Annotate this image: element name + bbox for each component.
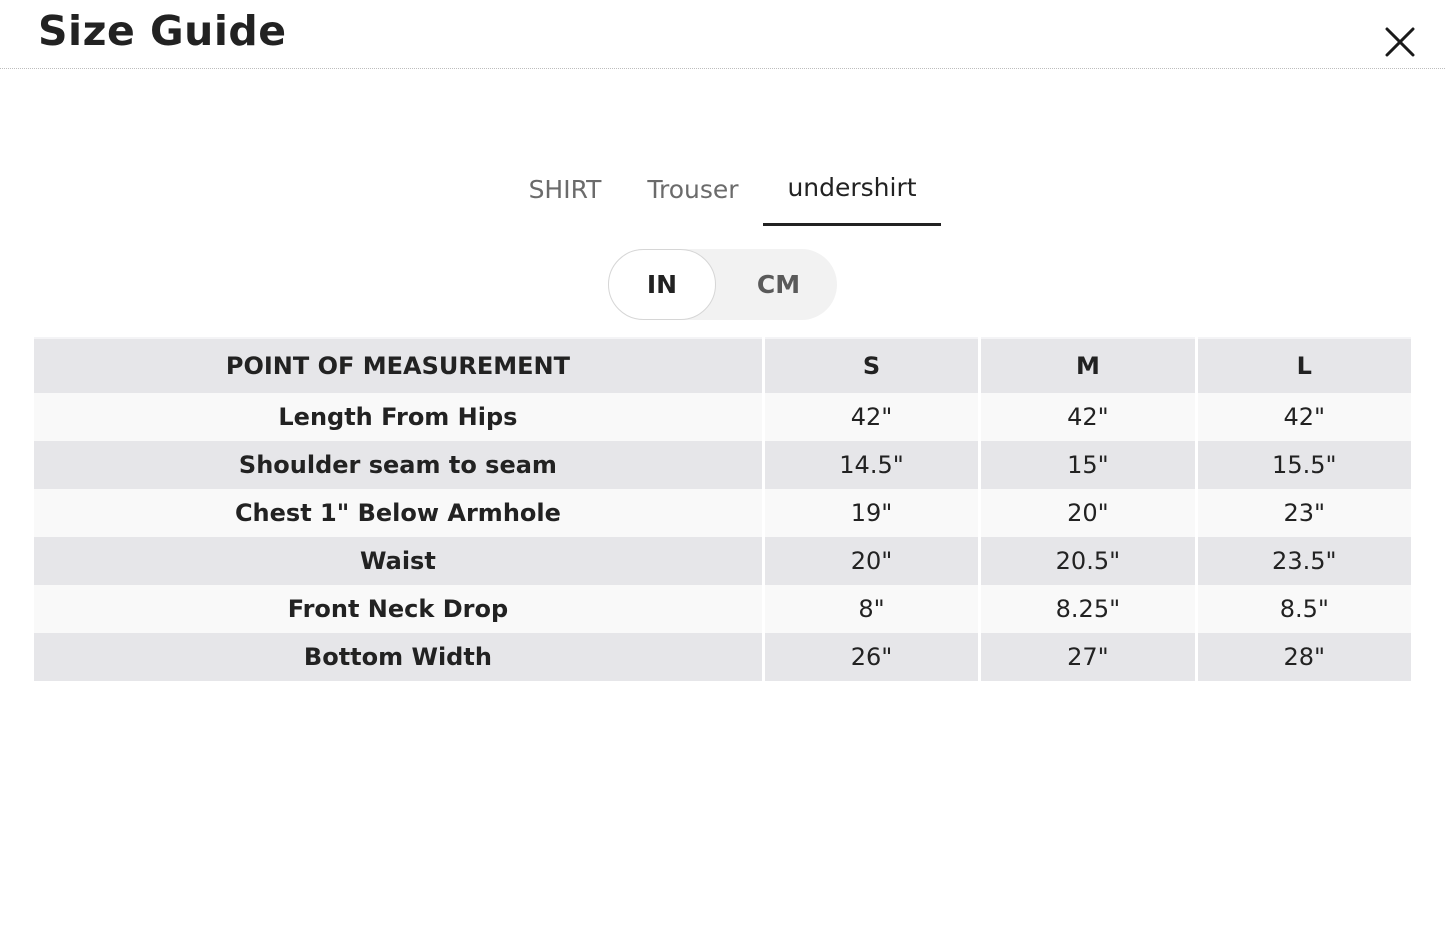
cell-size-l: 23.5" (1198, 537, 1411, 585)
close-button[interactable] (1380, 24, 1420, 60)
table-row (34, 537, 1411, 585)
cell-size-s: 8" (765, 585, 978, 633)
modal-title: Size Guide (38, 7, 287, 55)
product-tabs (0, 168, 1445, 228)
unit-toggle (608, 249, 837, 320)
header-point-of-measurement: POINT OF MEASUREMENT (34, 337, 762, 393)
cell-size-l: 42" (1198, 393, 1411, 441)
cell-size-m: 42" (981, 393, 1194, 441)
size-table (31, 337, 1414, 681)
table-header-row (34, 337, 1411, 393)
cell-size-m: 20.5" (981, 537, 1194, 585)
header-size-m: M (981, 337, 1194, 393)
measurement-label: Shoulder seam to seam (34, 441, 762, 489)
table-row (34, 489, 1411, 537)
cell-size-s: 14.5" (765, 441, 978, 489)
cell-size-l: 23" (1198, 489, 1411, 537)
table-row (34, 633, 1411, 681)
table-row (34, 585, 1411, 633)
measurement-label: Front Neck Drop (34, 585, 762, 633)
tab-shirt[interactable]: SHIRT (528, 175, 602, 204)
cell-size-m: 20" (981, 489, 1194, 537)
cell-size-s: 42" (765, 393, 978, 441)
table-row (34, 441, 1411, 489)
unit-cm-button[interactable]: CM (756, 270, 801, 299)
cell-size-l: 8.5" (1198, 585, 1411, 633)
cell-size-s: 26" (765, 633, 978, 681)
cell-size-s: 19" (765, 489, 978, 537)
measurement-label: Length From Hips (34, 393, 762, 441)
cell-size-m: 27" (981, 633, 1194, 681)
cell-size-l: 15.5" (1198, 441, 1411, 489)
unit-in-button[interactable]: IN (608, 249, 716, 320)
close-icon (1380, 24, 1420, 60)
cell-size-s: 20" (765, 537, 978, 585)
header-size-s: S (765, 337, 978, 393)
measurement-label: Chest 1" Below Armhole (34, 489, 762, 537)
tab-undershirt[interactable]: undershirt (763, 168, 941, 226)
cell-size-m: 15" (981, 441, 1194, 489)
header-size-l: L (1198, 337, 1411, 393)
modal-header (0, 0, 1445, 69)
cell-size-m: 8.25" (981, 585, 1194, 633)
measurement-label: Waist (34, 537, 762, 585)
cell-size-l: 28" (1198, 633, 1411, 681)
table-row (34, 393, 1411, 441)
tab-trouser[interactable]: Trouser (647, 175, 739, 204)
measurement-label: Bottom Width (34, 633, 762, 681)
